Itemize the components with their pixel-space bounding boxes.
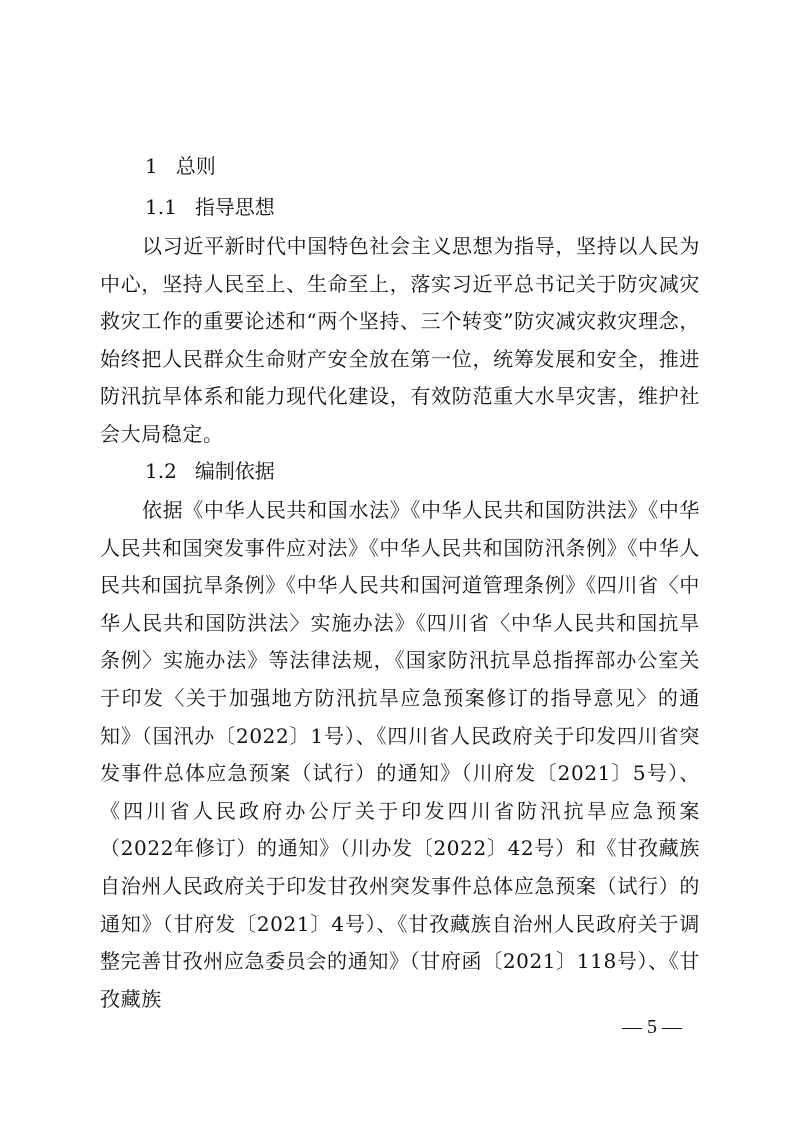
section-title: 总则	[175, 154, 216, 178]
section-number: 1.2	[145, 459, 177, 483]
page-number: — 5 —	[622, 1016, 682, 1038]
section-heading-general	[145, 152, 216, 180]
section-number: 1.1	[145, 195, 177, 219]
section-title: 指导思想	[194, 195, 275, 219]
section-number: 1	[145, 154, 158, 178]
section-heading-basis	[145, 457, 275, 485]
guiding-ideology-paragraph: 以习近平新时代中国特色社会主义思想为指导，坚持以人民为中心，坚持人民至上、生命至上，落实习近平总书记关于防灾减灾救灾工作的重要论述和“两个坚持、三个转变”防灾减灾救灾理念，始终把人民群众生命财产安全放在第一位，统筹发展和安全，推进防汛抗旱体系和能力现代化建设，有效防范重大水旱灾害，维护社会大局稳定。	[100, 234, 700, 446]
section-heading-guiding-ideology	[145, 193, 275, 221]
basis-paragraph: 依据《中华人民共和国水法》《中华人民共和国防洪法》《中华人民共和国突发事件应对法》《中华人民共和国防汛条例》《中华人民共和国抗旱条例》《中华人民共和国河道管理条例》《四川省〈中华人民共和国防洪法〉实施办法》《四川省〈中华人民共和国抗旱条例〉实施办法》等法律法规，《国家防汛抗旱总指挥部办公室关于印发〈关于加强地方防汛抗旱应急预案修订的指导意见〉的通知》（国汛办〔2022〕1号）、《四川省人民政府关于印发四川省突发事件总体应急预案（试行）的通知》（川府发〔2021〕5号）、《四川省人民政府办公厅关于印发四川省防汛抗旱应急预案（2022年修订）的通知》（川办发〔2022〕42号）和《甘孜藏族自治州人民政府关于印发甘孜州突发事件总体应急预案（试行）的通知》（甘府发〔2021〕4号）、《甘孜藏族自治州人民政府关于调整完善甘孜州应急委员会的通知》（甘府函〔2021〕118号）、《甘孜藏族	[100, 498, 700, 1011]
section-title: 编制依据	[194, 459, 275, 483]
